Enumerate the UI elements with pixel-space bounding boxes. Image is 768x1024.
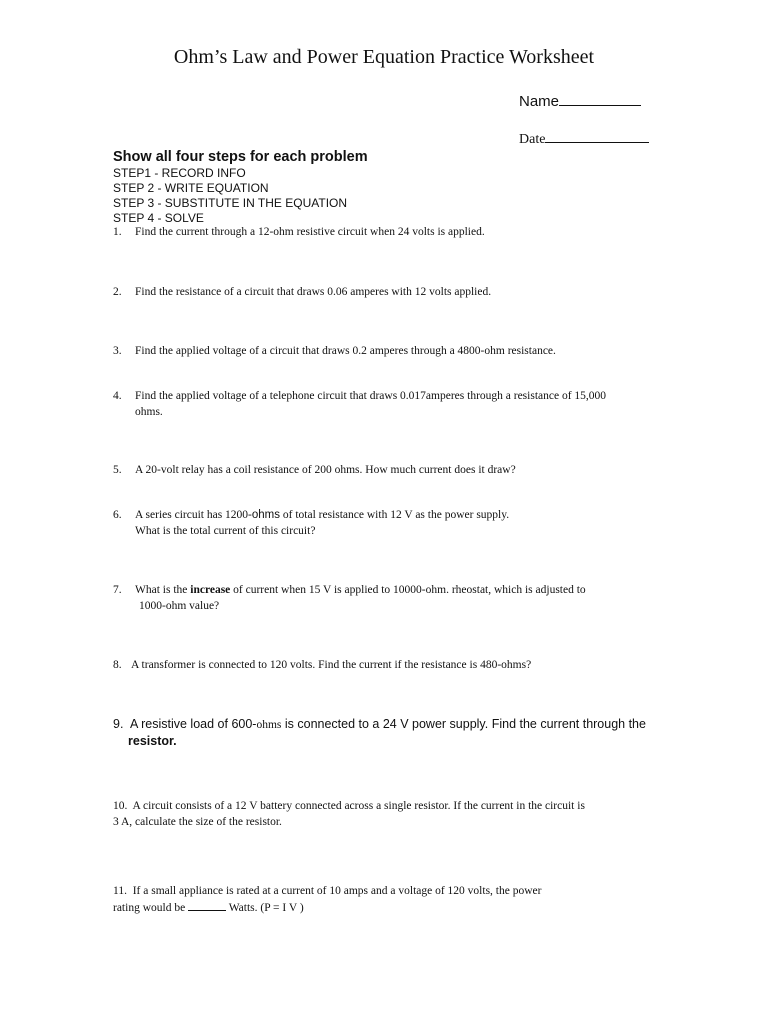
question-text: Find the resistance of a circuit that draws 0.06 amperes with 12 volts applied. [135, 286, 492, 298]
date-label: Date [519, 132, 546, 147]
question-number: 1. [113, 226, 122, 238]
question-8 [113, 657, 531, 673]
name-blank-line[interactable] [559, 93, 641, 106]
step-2: STEP 2 - WRITE EQUATION [113, 181, 269, 195]
question-text-b: ohms [251, 509, 281, 521]
question-text: Find the current through a 12-ohm resistive circuit when 24 volts is applied. [135, 226, 485, 238]
instructions-heading: Show all four steps for each problem [113, 149, 368, 165]
question-number: 9. [113, 717, 124, 731]
question-text-continued-b: Watts. (P = I V ) [226, 902, 304, 914]
question-number: 6. [113, 509, 122, 521]
question-text: A circuit consists of a 12 V battery connected across a single resistor. If the current in the circuit is [132, 800, 585, 812]
question-text-continued: 1000-ohm value? [139, 600, 220, 612]
question-text-a: What is the [135, 584, 191, 596]
question-5 [113, 462, 516, 478]
question-text-c: is connected to a 24 V power supply. Find the current through the [281, 717, 646, 731]
question-text-continued-a: rating would be [113, 902, 189, 914]
question-text: A transformer is connected to 120 volts. Find the current if the resistance is 480-ohms? [131, 659, 532, 671]
question-4 [113, 388, 606, 420]
question-9 [113, 716, 646, 749]
question-10 [113, 798, 585, 830]
question-text-b: ohms [256, 719, 282, 731]
question-number: 11. [113, 885, 127, 897]
question-text-emphasis: increase [190, 584, 231, 596]
question-number: 4. [113, 390, 122, 402]
question-1 [113, 224, 485, 240]
step-3: STEP 3 - SUBSTITUTE IN THE EQUATION [113, 196, 348, 210]
question-text-a: A resistive load of 600- [130, 717, 257, 731]
question-6 [113, 507, 509, 539]
question-number: 10. [113, 800, 128, 812]
question-text-continued: ohms. [135, 406, 163, 418]
date-blank-line[interactable] [545, 130, 649, 143]
question-number: 5. [113, 464, 122, 476]
question-number: 3. [113, 345, 122, 357]
question-2 [113, 284, 491, 300]
question-text: A 20-volt relay has a coil resistance of 200 ohms. How much current does it draw? [135, 464, 516, 476]
question-number: 2. [113, 286, 122, 298]
question-text-a: A series circuit has 1200- [135, 509, 252, 521]
question-number: 8. [113, 659, 122, 671]
question-text: Find the applied voltage of a telephone circuit that draws 0.017amperes through a resistance of 15,000 [135, 390, 607, 402]
question-text-c: of total resistance with 12 V as the power supply. [280, 509, 510, 521]
page-title: Ohm’s Law and Power Equation Practice Worksheet [173, 46, 595, 68]
question-text: Find the applied voltage of a circuit that draws 0.2 amperes through a 4800-ohm resistance. [135, 345, 556, 357]
question-11 [113, 883, 541, 916]
instructions-block [113, 148, 368, 226]
name-label: Name [519, 93, 560, 110]
answer-blank[interactable] [188, 899, 226, 911]
question-text: If a small appliance is rated at a current of 10 amps and a voltage of 120 volts, the power [132, 885, 542, 897]
question-7 [113, 582, 586, 614]
step-1: STEP1 - RECORD INFO [113, 166, 246, 180]
question-number: 7. [113, 584, 122, 596]
question-text-continued: 3 A, calculate the size of the resistor. [113, 816, 282, 828]
step-4: STEP 4 - SOLVE [113, 211, 204, 225]
question-3 [113, 343, 556, 359]
question-text-continued: resistor. [128, 734, 177, 748]
date-field[interactable] [519, 130, 649, 148]
name-field[interactable] [519, 93, 641, 110]
question-text-continued: What is the total current of this circuit? [135, 525, 316, 537]
question-text-c: of current when 15 V is applied to 10000-ohm. rheostat, which is adjusted to [230, 584, 586, 596]
